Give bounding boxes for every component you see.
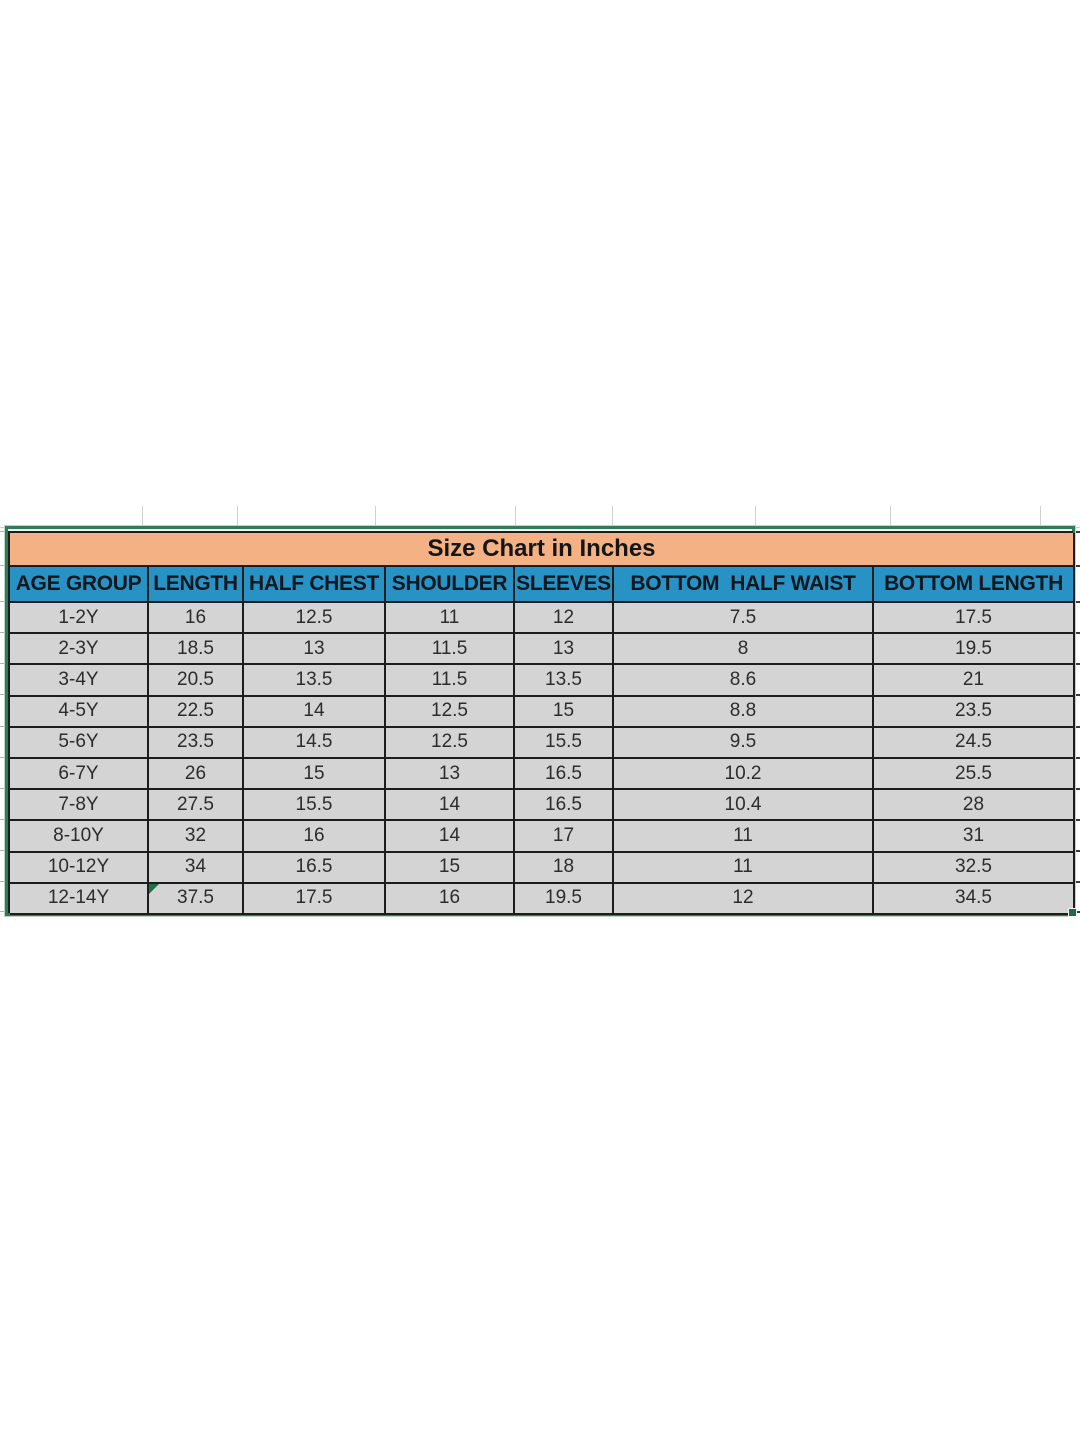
table-cell[interactable]: 10.2 bbox=[614, 759, 874, 790]
table-cell[interactable]: 11.5 bbox=[386, 634, 515, 665]
table-cell[interactable]: 34 bbox=[149, 853, 244, 884]
table-cell[interactable]: 14 bbox=[386, 821, 515, 852]
table-cell[interactable]: 19.5 bbox=[515, 884, 614, 915]
table-cell[interactable]: 15 bbox=[515, 697, 614, 728]
table-cell[interactable]: 17 bbox=[515, 821, 614, 852]
table-cell[interactable]: 10-12Y bbox=[10, 853, 149, 884]
table-cell[interactable]: 8.8 bbox=[614, 697, 874, 728]
fill-handle[interactable] bbox=[1068, 908, 1077, 917]
table-cell[interactable]: 10.4 bbox=[614, 790, 874, 821]
gridline bbox=[0, 527, 1080, 528]
cell-error-indicator-icon bbox=[149, 884, 159, 894]
table-cell[interactable]: 11 bbox=[386, 603, 515, 634]
gridline bbox=[0, 819, 6, 820]
table-cell[interactable]: 34.5 bbox=[874, 884, 1075, 915]
table-cell[interactable]: 16 bbox=[149, 603, 244, 634]
table-cell[interactable]: 32.5 bbox=[874, 853, 1075, 884]
gridline bbox=[0, 881, 6, 882]
table-cell[interactable]: 31 bbox=[874, 821, 1075, 852]
table-cell[interactable]: 24.5 bbox=[874, 728, 1075, 759]
table-cell[interactable]: 14 bbox=[386, 790, 515, 821]
col-header-shoulder[interactable]: SHOULDER bbox=[386, 567, 515, 603]
col-header-sleeves[interactable]: SLEEVES bbox=[515, 567, 614, 603]
table-cell[interactable]: 11 bbox=[614, 821, 874, 852]
table-cell[interactable]: 3-4Y bbox=[10, 665, 149, 696]
col-header-age-group[interactable]: AGE GROUP bbox=[10, 567, 149, 603]
gridline bbox=[0, 565, 6, 566]
table-cell[interactable]: 9.5 bbox=[614, 728, 874, 759]
gridline bbox=[142, 506, 143, 527]
table-cell[interactable]: 17.5 bbox=[874, 603, 1075, 634]
table-cell[interactable]: 37.5 bbox=[149, 884, 244, 915]
col-header-length[interactable]: LENGTH bbox=[149, 567, 244, 603]
table-cell[interactable]: 6-7Y bbox=[10, 759, 149, 790]
table-cell[interactable]: 16 bbox=[386, 884, 515, 915]
table-cell[interactable]: 13.5 bbox=[244, 665, 386, 696]
table-cell[interactable]: 27.5 bbox=[149, 790, 244, 821]
table-cell[interactable]: 13 bbox=[386, 759, 515, 790]
table-cell[interactable]: 7-8Y bbox=[10, 790, 149, 821]
table-cell[interactable]: 12.5 bbox=[386, 697, 515, 728]
table-cell[interactable]: 28 bbox=[874, 790, 1075, 821]
gridline bbox=[0, 694, 6, 695]
size-chart-table bbox=[8, 531, 1073, 913]
gridline bbox=[237, 506, 238, 527]
gridline bbox=[755, 506, 756, 527]
table-cell[interactable]: 14.5 bbox=[244, 728, 386, 759]
table-cell[interactable]: 16.5 bbox=[515, 790, 614, 821]
table-cell[interactable]: 2-3Y bbox=[10, 634, 149, 665]
gridline bbox=[375, 506, 376, 527]
table-cell[interactable]: 7.5 bbox=[614, 603, 874, 634]
table-cell[interactable]: 8 bbox=[614, 634, 874, 665]
table-cell[interactable]: 23.5 bbox=[149, 728, 244, 759]
gridline bbox=[515, 506, 516, 527]
table-cell[interactable]: 26 bbox=[149, 759, 244, 790]
table-cell[interactable]: 16.5 bbox=[244, 853, 386, 884]
table-cell[interactable]: 22.5 bbox=[149, 697, 244, 728]
col-header-half-chest[interactable]: HALF CHEST bbox=[244, 567, 386, 603]
gridline bbox=[0, 601, 6, 602]
gridline bbox=[612, 506, 613, 527]
table-cell[interactable]: 12 bbox=[515, 603, 614, 634]
table-cell[interactable]: 13.5 bbox=[515, 665, 614, 696]
gridline bbox=[0, 632, 6, 633]
table-cell[interactable]: 18.5 bbox=[149, 634, 244, 665]
table-cell[interactable]: 19.5 bbox=[874, 634, 1075, 665]
table-cell[interactable]: 15 bbox=[244, 759, 386, 790]
table-cell[interactable]: 23.5 bbox=[874, 697, 1075, 728]
table-cell[interactable]: 20.5 bbox=[149, 665, 244, 696]
table-cell[interactable]: 13 bbox=[515, 634, 614, 665]
gridline bbox=[890, 506, 891, 527]
table-cell[interactable]: 25.5 bbox=[874, 759, 1075, 790]
gridline bbox=[0, 757, 6, 758]
table-cell[interactable]: 14 bbox=[244, 697, 386, 728]
table-cell[interactable]: 21 bbox=[874, 665, 1075, 696]
table-cell[interactable]: 32 bbox=[149, 821, 244, 852]
table-cell[interactable]: 12.5 bbox=[244, 603, 386, 634]
gridline bbox=[1040, 506, 1041, 527]
table-cell[interactable]: 12 bbox=[614, 884, 874, 915]
gridline bbox=[0, 726, 6, 727]
table-cell[interactable]: 12-14Y bbox=[10, 884, 149, 915]
table-cell[interactable]: 11 bbox=[614, 853, 874, 884]
table-cell[interactable]: 12.5 bbox=[386, 728, 515, 759]
table-cell[interactable]: 18 bbox=[515, 853, 614, 884]
table-cell[interactable]: 4-5Y bbox=[10, 697, 149, 728]
table-cell[interactable]: 17.5 bbox=[244, 884, 386, 915]
table-cell[interactable]: 8-10Y bbox=[10, 821, 149, 852]
table-cell[interactable]: 11.5 bbox=[386, 665, 515, 696]
table-cell[interactable]: 16 bbox=[244, 821, 386, 852]
gridline bbox=[0, 850, 6, 851]
gridline bbox=[0, 531, 6, 532]
gridline bbox=[0, 663, 6, 664]
gridline bbox=[0, 788, 6, 789]
table-cell[interactable]: 15 bbox=[386, 853, 515, 884]
table-cell[interactable]: 8.6 bbox=[614, 665, 874, 696]
table-cell[interactable]: 13 bbox=[244, 634, 386, 665]
table-cell[interactable]: 1-2Y bbox=[10, 603, 149, 634]
gridline bbox=[0, 911, 6, 912]
table-cell[interactable]: 16.5 bbox=[515, 759, 614, 790]
col-header-bottom-half-waist[interactable]: BOTTOM HALF WAIST bbox=[614, 567, 874, 603]
table-cell[interactable]: 5-6Y bbox=[10, 728, 149, 759]
table-cell[interactable]: 15.5 bbox=[244, 790, 386, 821]
col-header-bottom-length[interactable]: BOTTOM LENGTH bbox=[874, 567, 1075, 603]
table-title[interactable]: Size Chart in Inches bbox=[10, 533, 1075, 567]
table-cell[interactable]: 15.5 bbox=[515, 728, 614, 759]
